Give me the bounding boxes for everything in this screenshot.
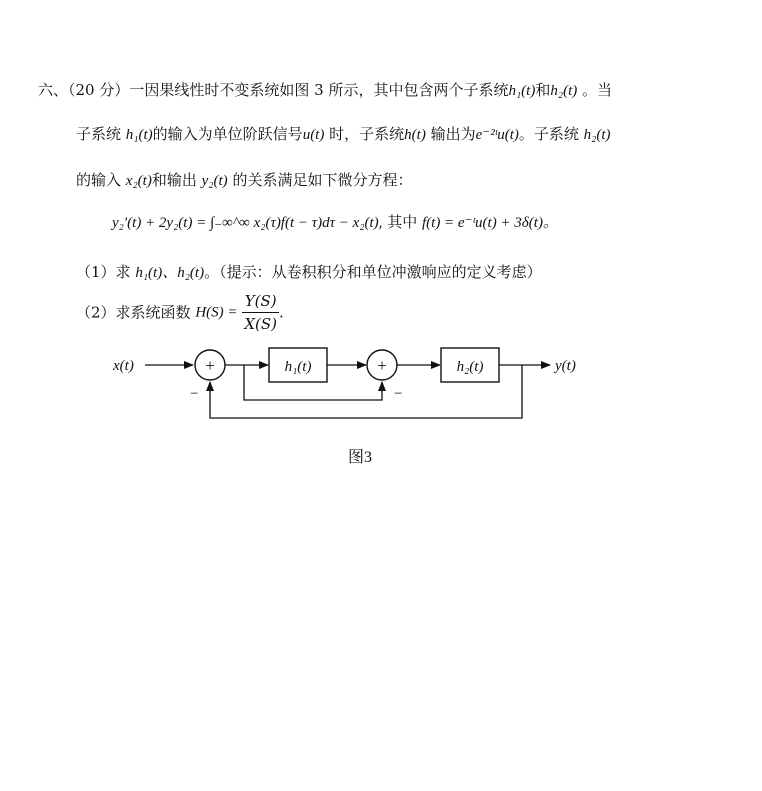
sum-plus-2: + — [377, 356, 387, 375]
line2-d: 输出为 — [430, 125, 476, 143]
problem-line-1 — [38, 80, 612, 101]
figure-caption: 图3 — [347, 449, 373, 466]
line3-b: 和输出 — [151, 171, 197, 189]
h1-symbol-2: h₁(t) — [125, 127, 153, 143]
f-definition: f(t) = e⁻ᵗu(t) + 3δ(t)。 — [421, 215, 558, 231]
q2-label: （2）求系统函数 — [76, 303, 191, 322]
line2-a: 子系统 — [76, 125, 122, 143]
problem-points: （20 分） — [68, 81, 130, 99]
system-function-fraction — [242, 290, 279, 335]
differential-equation — [112, 212, 558, 233]
line1-text: 一因果线性时不变系统如图 3 所示，其中包含两个子系统 — [129, 81, 509, 99]
minus-sign-1: − — [190, 386, 199, 402]
summing-junction-2 — [367, 350, 397, 380]
question-1 — [76, 262, 542, 283]
input-label: x(t) — [113, 358, 134, 374]
line2-e: 。子系统 — [518, 125, 579, 143]
minus-sign-2: − — [394, 386, 403, 402]
line3-a: 的输入 — [76, 171, 122, 189]
e-2t-symbol: e⁻²ᵗu(t) — [475, 127, 519, 143]
q1-hint: 。（提示：从卷积积分和单位冲激响应的定义考虑） — [204, 263, 542, 281]
line3-c: 的关系满足如下微分方程： — [232, 171, 413, 189]
equation-body: y₂′(t) + 2y₂(t) = ∫₋∞^∞ x₂(τ)f(t − τ)dτ − x₂(t), — [112, 215, 383, 231]
block-h1 — [269, 348, 327, 382]
line2-c: 时，子系统 — [329, 125, 405, 143]
block-h1-label: h₁(t) — [284, 359, 312, 375]
problem-number: 六、 — [38, 81, 69, 99]
fraction-numerator: Y(S) — [242, 290, 279, 313]
h1-symbol: h₁(t) — [508, 83, 536, 99]
problem-line-3 — [76, 170, 412, 191]
u-t-symbol: u(t) — [302, 127, 325, 143]
equation-where: 其中 — [387, 213, 418, 231]
inner-feedback-path — [244, 365, 382, 400]
h-t-symbol: h(t) — [404, 127, 426, 143]
h2-symbol-2: h₂(t) — [583, 127, 611, 143]
fraction-denominator: X(S) — [244, 315, 277, 333]
line1-end: 。当 — [582, 81, 613, 99]
q1-funcs: h₁(t)、h₂(t) — [135, 265, 205, 281]
y2-t-symbol: y₂(t) — [201, 173, 228, 189]
q2-end: . — [278, 303, 284, 322]
q2-H: H(S) = — [195, 304, 238, 321]
problem-line-2 — [76, 124, 611, 145]
outer-feedback-path — [210, 365, 522, 418]
h2-symbol: h₂(t) — [550, 83, 578, 99]
question-2 — [76, 290, 284, 335]
block-h2-label: h₂(t) — [456, 359, 484, 375]
block-h2 — [441, 348, 499, 382]
q1-label: （1）求 — [76, 263, 131, 281]
x2-t-symbol: x₂(t) — [125, 173, 152, 189]
output-label: y(t) — [555, 358, 576, 374]
line2-b: 的输入为单位阶跃信号 — [152, 125, 303, 143]
conj-and: 和 — [535, 81, 551, 99]
summing-junction-1 — [195, 350, 225, 380]
sum-plus-1: + — [205, 356, 215, 375]
